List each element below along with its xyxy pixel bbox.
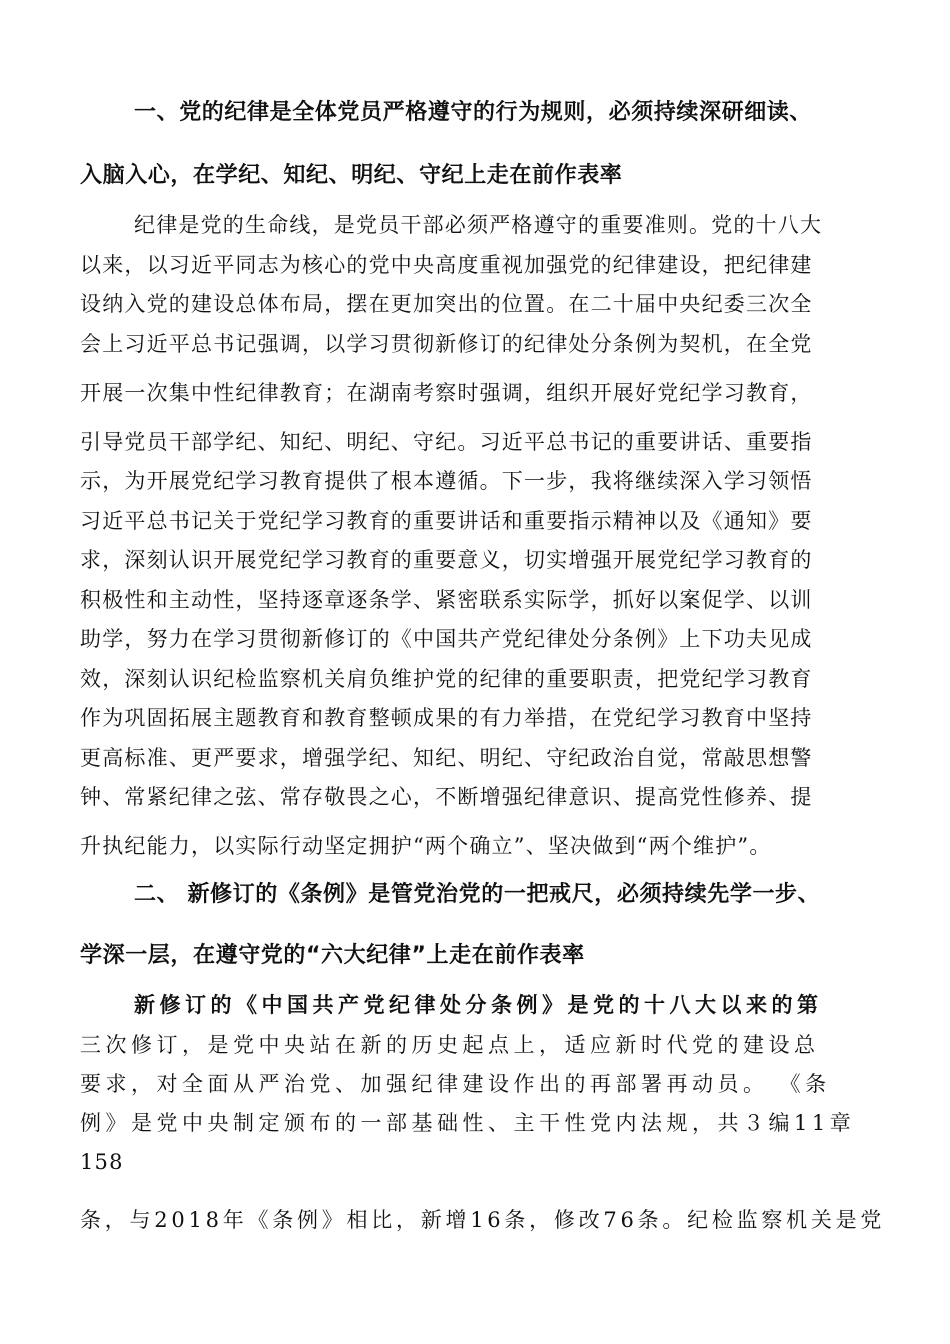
section-heading-2-cont: 学深一层，在遵守党的“六大纪律”上走在前作表率 [80,943,585,968]
section-heading-2: 二、 新修订的《条例》是管党治党的一把戒尺，必须持续先学一步、 [134,882,821,907]
paragraph-line: 升执纪能力，以实际行动坚定拥护“两个确立”、坚决做到“两个维护”。 [80,834,772,858]
paragraph-line: 习近平总书记关于党纪学习教育的重要讲话和重要指示精神以及《通知》要 [80,509,813,533]
paragraph-line: 开展一次集中性纪律教育；在湖南考察时强调，组织开展好党纪学习教育， [80,381,813,405]
paragraph-line: 会上习近平总书记强调，以学习贯彻新修订的纪律处分条例为契机，在全党 [80,332,813,356]
paragraph-line: 作为巩固拓展主题教育和教育整顿成果的有力举措，在党纪学习教育中坚持 [80,706,813,730]
section-heading-1: 一、党的纪律是全体党员严格遵守的行为规则，必须持续深研细读、 [134,100,813,125]
paragraph-line: 求，深刻认识开展党纪学习教育的重要意义，切实增强开展党纪学习教育的 [80,548,813,572]
paragraph-line: 纪律是党的生命线，是党员干部必须严格遵守的重要准则。党的十八大 [134,213,823,237]
paragraph-line: 积极性和主动性，坚持逐章逐条学、紧密联系实际学，抓好以案促学、以训 [80,588,813,612]
paragraph-line: 引导党员干部学纪、知纪、明纪、守纪。习近平总书记的重要讲话、重要指 [80,430,813,454]
paragraph-line-bold: 新修订的《中国共产党纪律处分条例》是党的十八大以来的第 [134,992,823,1017]
paragraph-line: 效，深刻认识纪检监察机关肩负维护党的纪律的重要职责，把党纪学习教育 [80,667,813,691]
paragraph-line: 例》是党中央制定颁布的一部基础性、主干性党内法规，共３编11章 [80,1111,856,1135]
paragraph-line: 设纳入党的建设总体布局，摆在更加突出的位置。在二十届中央纪委三次全 [80,292,813,316]
paragraph-line: 助学，努力在学习贯彻新修订的《中国共产党纪律处分条例》上下功夫见成 [80,627,813,651]
paragraph-line: 要求，对全面从严治党、加强纪律建设作出的再部署再动员。 《条 [80,1072,831,1096]
paragraph-line: 钟、常紧纪律之弦、常存敬畏之心，不断增强纪律意识、提高党性修养、提 [80,785,813,809]
paragraph-line: 示，为开展党纪学习教育提供了根本遵循。下一步，我将继续深入学习领悟 [80,469,813,493]
paragraph-line: 更高标准、更严要求，增强学纪、知纪、明纪、守纪政治自觉，常敲思想警 [80,746,813,770]
paragraph-line: 条，与2018年《条例》相比，新增16条，修改76条。纪检监察机关是党 [80,1208,886,1232]
paragraph-line: 三次修订，是党中央站在新的历史起点上，适应新时代党的建设总 [80,1033,820,1057]
paragraph-line: 以来，以习近平同志为核心的党中央高度重视加强党的纪律建设，把纪律建 [80,253,813,277]
paragraph-line: 158 [80,1150,124,1174]
section-heading-1-cont: 入脑入心，在学纪、知纪、明纪、守纪上走在前作表率 [80,163,623,188]
